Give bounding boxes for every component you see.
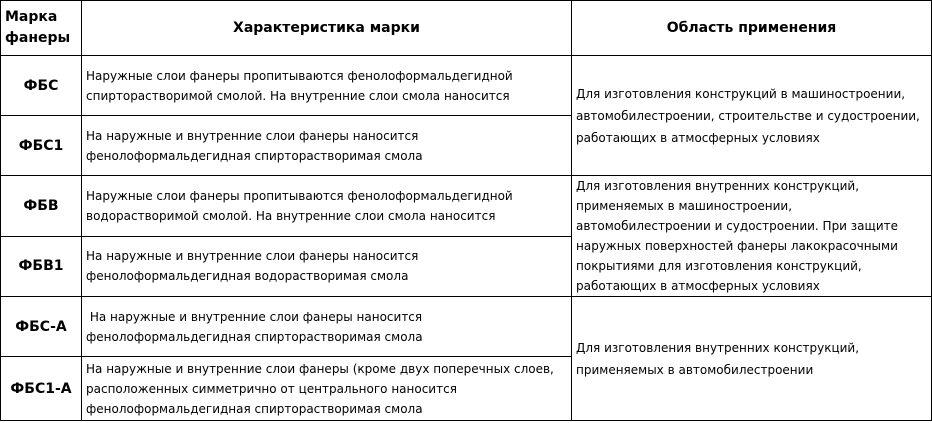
- description-line: фенолоформальдегидная спирторастворимая смола: [86, 401, 423, 416]
- grade-cell: ФБС: [1, 56, 82, 116]
- application-line: автомобилестроении, строительстве и судостроении,: [576, 108, 920, 123]
- application-cell: [572, 56, 932, 176]
- grade-cell: ФБС1-А: [1, 357, 82, 421]
- header-characteristic: Характеристика марки: [82, 1, 572, 56]
- description-cell: [82, 297, 572, 357]
- application-line: наружных поверхностей фанеры лакокрасочными: [576, 239, 898, 253]
- application-cell: [572, 297, 932, 421]
- description-cell: [82, 116, 572, 176]
- grade-cell: ФБС1: [1, 116, 82, 176]
- application-line: применяемых в автомобилестроении: [576, 362, 814, 377]
- grade-cell: ФБВ: [1, 176, 82, 237]
- description-line: расположенных симметрично от центрального наносится: [86, 381, 457, 396]
- description-line: Наружные слои фанеры пропитываются фенолоформальдегидной: [86, 68, 513, 83]
- description-line: фенолоформальдегидная спирторастворимая смола: [86, 148, 423, 163]
- description-line: Наружные слои фанеры пропитываются фенолоформальдегидной: [86, 188, 513, 203]
- description-line: На наружные и внутренние слои фанеры наносится: [86, 249, 419, 264]
- description-line: На наружные и внутренние слои фанеры наносится: [86, 309, 423, 324]
- grade-cell: ФБС-А: [1, 297, 82, 357]
- description-line: На наружные и внутренние слои фанеры наносится: [86, 128, 419, 143]
- application-line: автомобилестроении и судостроении. При защите: [576, 219, 899, 233]
- description-cell: [82, 176, 572, 237]
- description-cell: [82, 236, 572, 297]
- application-line: работающих в атмосферных условиях: [576, 279, 820, 293]
- header-row: [1, 1, 932, 56]
- description-cell: [82, 357, 572, 421]
- description-line: На наружные и внутренние слои фанеры (кроме двух поперечных слоев,: [86, 361, 554, 376]
- application-line: Для изготовления внутренних конструкций,: [576, 179, 860, 193]
- table-row: [1, 176, 932, 237]
- application-line: работающих в атмосферных условиях: [576, 130, 820, 145]
- header-application: Область применения: [572, 1, 932, 56]
- grade-cell: ФБВ1: [1, 236, 82, 297]
- application-line: Для изготовления внутренних конструкций,: [576, 340, 860, 355]
- application-line: применяемых в машиностроении,: [576, 199, 793, 213]
- application-line: покрытиями для изготовления конструкций,: [576, 259, 862, 273]
- application-cell: [572, 176, 932, 297]
- table-row: [1, 56, 932, 116]
- description-line: фенолоформальдегидная спирторастворимая смола: [86, 329, 423, 344]
- table-row: [1, 297, 932, 357]
- header-grade: [1, 1, 82, 56]
- application-line: Для изготовления конструкций в машиностроении,: [576, 86, 906, 101]
- description-line: спирторастворимой смолой. На внутренние слои смола наносится: [86, 88, 510, 103]
- description-line: фенолоформальдегидная водорастворимая смола: [86, 269, 409, 284]
- description-line: водорастворимой смолой. На внутренние слои смола наносится: [86, 208, 496, 223]
- header-grade-line-1: Марка: [5, 9, 58, 25]
- description-cell: [82, 56, 572, 116]
- header-grade-line-2: фанеры: [5, 30, 71, 46]
